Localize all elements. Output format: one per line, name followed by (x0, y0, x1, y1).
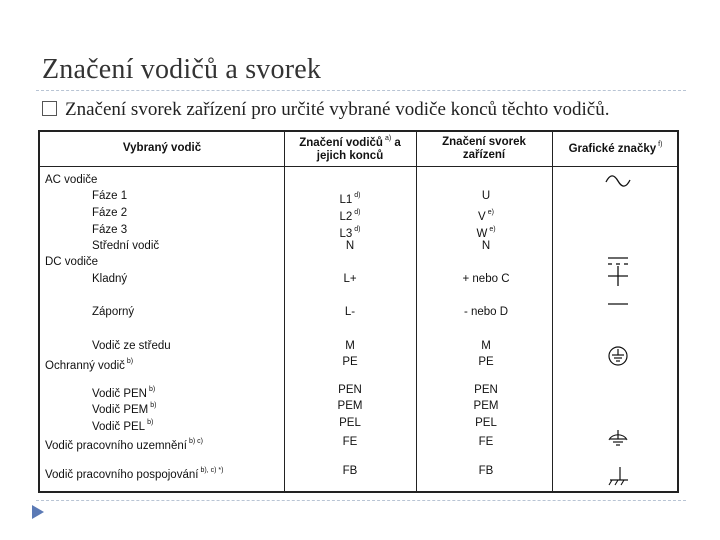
row-conductor-name: Fáze 1 (92, 190, 128, 202)
row-conductor-name: Záporný (92, 306, 135, 318)
next-slide-arrow-icon[interactable] (32, 505, 44, 519)
row-conductor-name: Vodič PEL $^{b)}$ (92, 419, 154, 433)
row-conductor-marking: L- (344, 306, 356, 318)
ac-sine-icon (598, 169, 638, 193)
row-conductor-name: Střední vodič (92, 240, 160, 252)
row-conductor-name: Vodič PEM $^{b)}$ (92, 402, 157, 416)
row-conductor-name: Vodič PEN $^{b)}$ (92, 386, 156, 400)
header-divider (40, 166, 677, 167)
bullet-text: Značení svorek zařízení pro určité vybrané vodiče konců těchto vodičů. (65, 99, 610, 120)
row-conductor-marking: L+ (343, 273, 357, 285)
row-terminal-marking: + nebo C (462, 273, 510, 285)
header-graphic-symbols: Grafické značky $^{f)}$ (568, 141, 663, 156)
bullet-box-icon (42, 101, 57, 116)
row-terminal-marking: N (481, 240, 491, 252)
row-conductor-marking: PE (342, 356, 358, 368)
row-conductor-marking: L1 $^{d)}$ (339, 192, 361, 206)
row-terminal-marking: PEN (474, 384, 498, 396)
functional-earth-icon (598, 427, 638, 451)
minus-icon (598, 292, 638, 316)
row-conductor-name: Fáze 2 (92, 207, 128, 219)
row-conductor-name: Vodič pracovního uzemnění $^{b) c)}$ (45, 438, 203, 452)
row-conductor-name: Fáze 3 (92, 224, 128, 236)
row-terminal-marking: PEL (475, 417, 497, 429)
row-terminal-marking: W $^{e)}$ (476, 226, 496, 240)
row-conductor-marking: PEN (338, 384, 362, 396)
slide-title: Značení vodičů a svorek (42, 54, 322, 85)
plus-icon (598, 264, 638, 288)
row-terminal-marking: PEM (473, 400, 499, 412)
row-conductor-marking: FE (342, 436, 358, 448)
row-terminal-marking: FE (478, 436, 494, 448)
conductor-marking-table (38, 130, 679, 493)
row-conductor-marking: L3 $^{d)}$ (339, 226, 361, 240)
row-conductor-marking: N (345, 240, 355, 252)
bullet-item (42, 99, 609, 121)
functional-bonding-icon (598, 464, 638, 488)
row-conductor-marking: M (345, 340, 355, 352)
header-conductor: Vybraný vodič (122, 142, 202, 155)
row-conductor-name: Vodič ze středu (92, 340, 171, 352)
header-terminal-marking: Značení svorek zařízení (442, 135, 526, 161)
row-conductor-name: Ochranný vodič $^{b)}$ (45, 358, 134, 372)
column-divider (416, 132, 417, 491)
footer-divider (36, 500, 686, 501)
row-terminal-marking: V $^{e)}$ (478, 209, 494, 223)
row-conductor-marking: PEL (339, 417, 361, 429)
row-terminal-marking: FB (478, 465, 494, 477)
row-conductor-marking: FB (342, 465, 358, 477)
row-conductor-name: Vodič pracovního pospojování $^{b), c) *)}$ (45, 467, 224, 481)
row-terminal-marking: U (481, 190, 491, 202)
row-terminal-marking: - nebo D (463, 306, 509, 318)
row-conductor-marking: L2 $^{d)}$ (339, 209, 361, 223)
row-conductor-marking: PEM (337, 400, 363, 412)
header-conductor-marking: Značení vodičů $^{a)}$ a jejich konců (299, 134, 401, 162)
row-terminal-marking: PE (478, 356, 494, 368)
row-conductor-name: Kladný (92, 273, 128, 285)
protective-earth-icon (598, 344, 638, 368)
row-terminal-marking: M (481, 340, 491, 352)
row-conductor-name: DC vodiče (45, 256, 99, 268)
row-conductor-name: AC vodiče (45, 174, 98, 186)
title-divider (36, 90, 686, 91)
